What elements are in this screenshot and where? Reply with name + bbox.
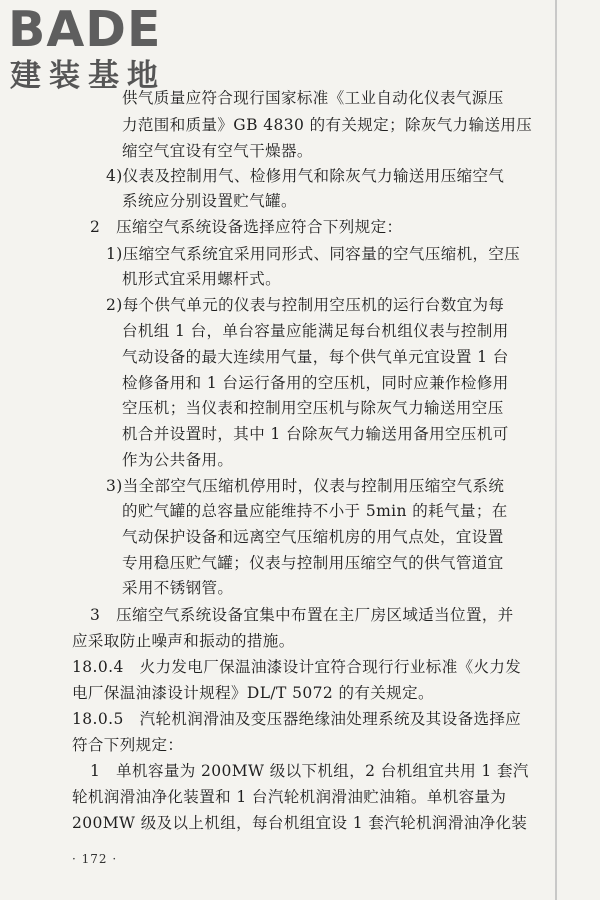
text-line: 机合并设置时，其中 1 台除灰气力输送用备用空压机可 — [122, 425, 509, 443]
text-line: 台机组 1 台，单台容量应能满足每台机组仪表与控制用 — [122, 322, 509, 340]
text-line: 缩空气宜设有空气干燥器。 — [122, 142, 313, 160]
text-line: 气动保护设备和远离空气压缩机房的用气点处，宜设置 — [122, 528, 504, 546]
page-number: · 172 · — [72, 852, 118, 866]
text-line: 电厂保温油漆设计规程》DL/T 5072 的有关规定。 — [72, 684, 434, 702]
clause-line: 18.0.4 火力发电厂保温油漆设计宜符合现行行业标准《火力发 — [72, 658, 522, 676]
text-line: 的贮气罐的总容量应能维持不小于 5min 的耗气量；在 — [122, 502, 508, 520]
text-line: 200MW 级及以上机组，每台机组宜设 1 套汽轮机润滑油净化装 — [72, 814, 528, 832]
clause-line: 18.0.5 汽轮机润滑油及变压器绝缘油处理系统及其设备选择应 — [72, 710, 522, 728]
text-line: 1 单机容量为 200MW 级以下机组，2 台机组宜共用 1 套汽 — [90, 762, 529, 780]
text-line: 轮机润滑油净化装置和 1 台汽轮机润滑油贮油箱。单机容量为 — [72, 788, 507, 806]
text-line: 采用不锈钢管。 — [122, 579, 234, 597]
text-line: 2)每个供气单元的仪表与控制用空压机的运行台数宜为每 — [106, 296, 505, 314]
text-line: 2 压缩空气系统设备选择应符合下列规定： — [90, 218, 403, 236]
text-line: 1)压缩空气系统宜采用同形式、同容量的空气压缩机，空压 — [106, 245, 521, 263]
text-line: 3 压缩空气系统设备宜集中布置在主厂房区域适当位置，并 — [90, 606, 514, 624]
text-line: 专用稳压贮气罐；仪表与控制用压缩空气的供气管道宜 — [122, 554, 504, 572]
bade-logo — [8, 1, 178, 96]
text-line: 3)当全部空气压缩机停用时，仪表与控制用压缩空气系统 — [106, 477, 505, 495]
text-line: 机形式宜采用螺杆式。 — [122, 270, 282, 288]
text-line: 检修备用和 1 台运行备用的空压机，同时应兼作检修用 — [122, 374, 509, 392]
logo-wordmark: BADE — [8, 1, 162, 58]
text-line: 空压机；当仪表和控制用空压机与除灰气力输送用空压 — [122, 399, 504, 417]
text-line: 4)仪表及控制用气、检修用气和除灰气力输送用压缩空气 — [106, 167, 505, 185]
text-line: 供气质量应符合现行国家标准《工业自动化仪表气源压 — [122, 89, 504, 107]
binding-shadow-line — [555, 0, 557, 900]
logo-subtitle: 建装基地 — [10, 58, 166, 94]
text-line: 气动设备的最大连续用气量，每个供气单元宜设置 1 台 — [122, 348, 509, 366]
text-line: 作为公共备用。 — [122, 451, 234, 469]
text-line: 系统应分别设置贮气罐。 — [122, 192, 297, 210]
text-line: 符合下列规定： — [72, 736, 184, 754]
text-line: 力范围和质量》GB 4830 的有关规定；除灰气力输送用压 — [122, 116, 533, 134]
text-line: 应采取防止噪声和振动的措施。 — [72, 632, 295, 650]
